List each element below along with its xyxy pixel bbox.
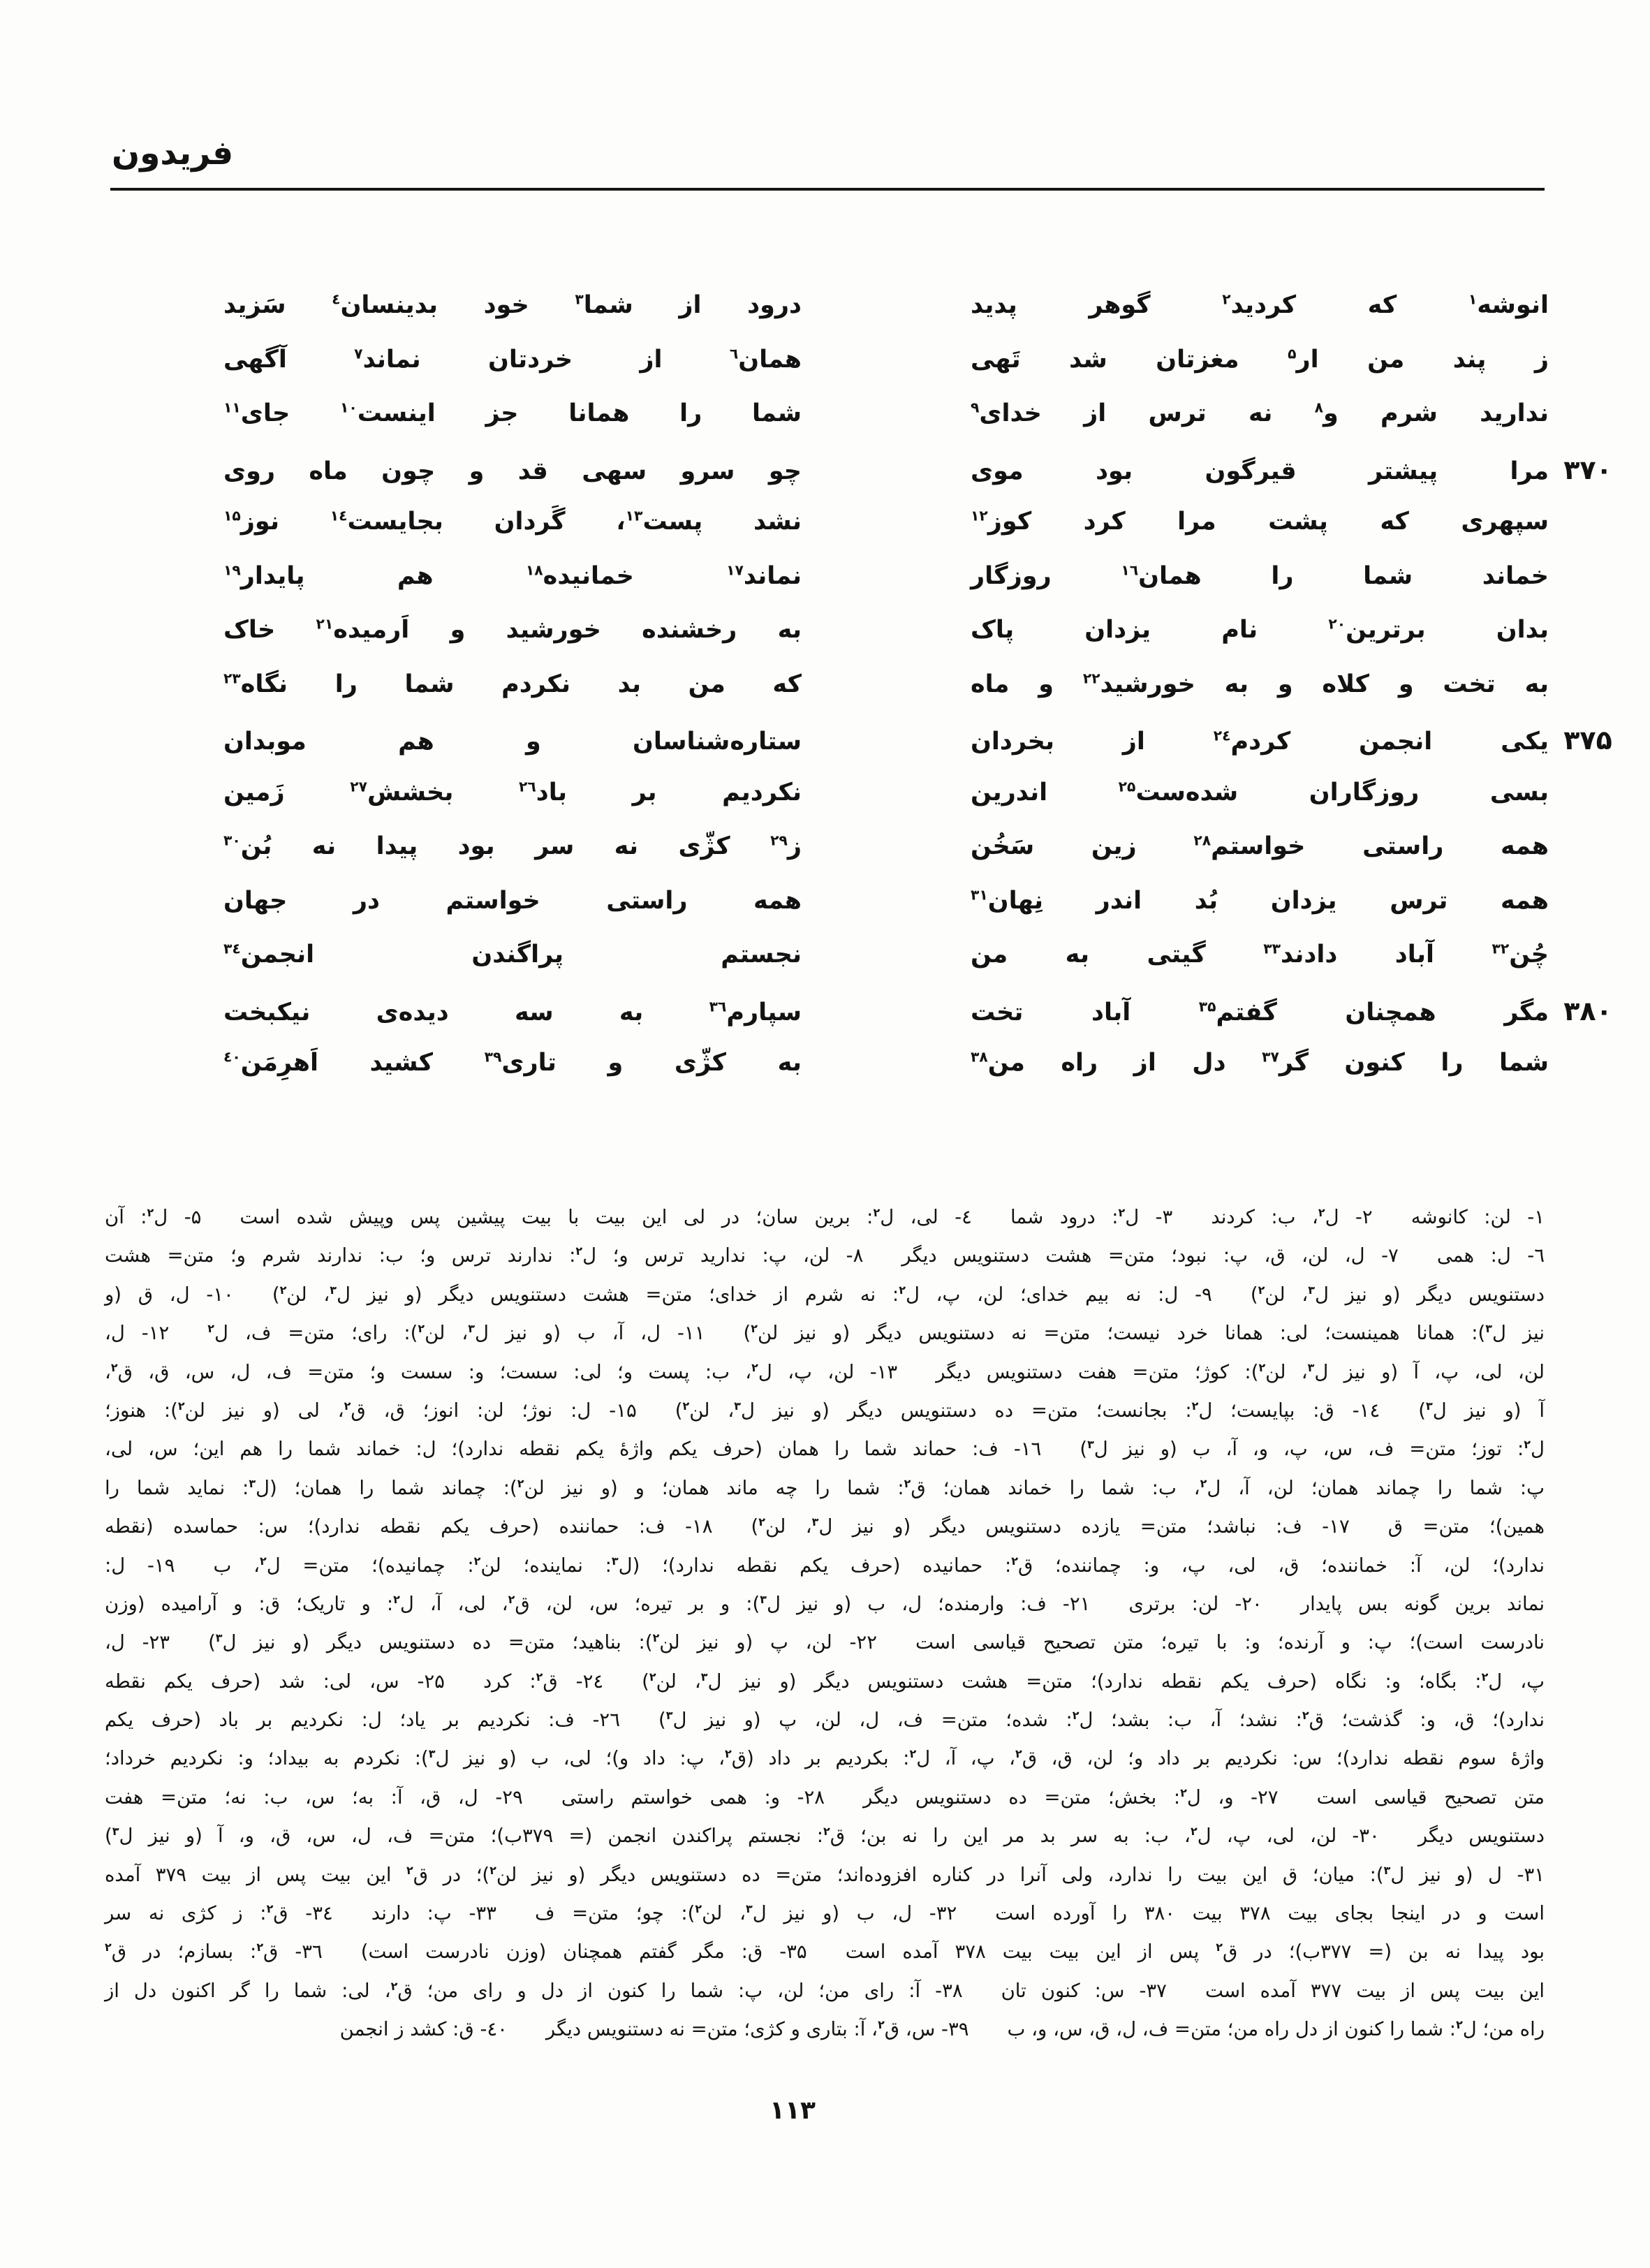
footnote-marker: ٣٠ (223, 832, 241, 849)
header-rule (110, 188, 1545, 191)
footnote-marker: ٢ (390, 1979, 398, 1993)
footnote-marker: ٢ (695, 1901, 702, 1915)
footnote-marker: ٢ (489, 1863, 496, 1877)
apparatus-line: بود پیدا نه بن (= ٣٧٧ب)؛ در ق$^٢$ پس از این بیت بیت ٣٧٨ آمده است ٣۵- ق: مگر گفتم همچنان (وزن نادرست است) ٣٦- ق$^٢$: بسازم؛ در ق$^٢$ (105, 1941, 1545, 1964)
second-hemistich: همه راستی خواستم در جهان (223, 886, 802, 915)
second-hemistich: به کژّی و تاری$^{٣٩}$ کشید اَهرِمَن$^{٤٠}$ (223, 1048, 802, 1077)
second-hemistich: به رخشنده خورشید و اَرمیده$^{٢١}$ خاک (223, 615, 802, 644)
page-number: ١١٣ (769, 2096, 816, 2125)
footnote-marker: ١٤ (330, 507, 348, 524)
footnote-marker: ٢ (878, 2018, 885, 2032)
footnote-marker: ٣٩ (484, 1048, 502, 1066)
apparatus-line: لن، لی، پ، آ (و نیز ل$^٣$، لن$^٢$): کوژ؛ متن= هفت دستنویس دیگر ١٣- لن، پ، ل$^٢$، ب: پست و؛ لی: سست؛ و: سست و؛ متن= ف، ل، س، ق، ق$^٢$، (105, 1360, 1545, 1383)
apparatus-line: ١- لن: کانوشه ٢- ل$^٢$، ب: کردند ٣- ل$^٢$: درود شما ٤- لی، ل$^٢$: برین سان؛ در لی این بیت با بیت پیشین پس وپیش شده است ۵- ل$^٢$: آن (105, 1205, 1545, 1228)
couplet-row (223, 346, 1627, 401)
footnote-marker: ٢ (823, 1825, 830, 1839)
apparatus-line: این بیت پس از بیت ٣٧٧ آمده است ٣٧- س: کنون تان ٣٨- آ: رای من؛ لن، پ: شما را کنون از دل و رای من؛ ق$^٢$، لی: شما را گر اکنون دل از (105, 1979, 1545, 2002)
footnote-marker: ٧ (354, 344, 363, 362)
second-hemistich: که من بد نکردم شما را نگاه$^{٢٣}$ (223, 669, 802, 698)
footnote-marker: ٢ (1456, 2018, 1463, 2032)
apparatus-line: واژهٔ سوم نقطه ندارد)؛ س: نکردیم بر داد و؛ لن، ق، ق$^٢$، پ، آ، ل$^٢$: بکردیم بر داد (ق$^٢$، پ: داد و)؛ لی، ب (و نیز ل$^٣$): نکردم به بیداد؛ و: نکردیم خرداد؛ (105, 1747, 1545, 1770)
footnote-marker: ١٦ (1121, 561, 1139, 578)
footnote-marker: ٣ (428, 1747, 436, 1761)
second-hemistich: ز$^{٢٩}$ کژّی نه سر بود پیدا نه بُن$^{٣٠}$ (223, 832, 802, 860)
footnote-marker: ٢ (1524, 1438, 1531, 1452)
first-hemistich: یکی انجمن کردم$^{٢٤}$ از بخردان (971, 727, 1549, 756)
second-hemistich: چو سرو سهی قد و چون ماه روی (223, 457, 802, 485)
footnote-marker: ٢ (575, 1244, 583, 1258)
footnote-marker: ٢ (1216, 1941, 1223, 1954)
footnote-marker: ٢ (418, 1322, 425, 1336)
footnote-marker: ٣ (611, 1554, 619, 1568)
footnote-marker: ٢ (652, 1631, 660, 1645)
couplet-row (223, 455, 1627, 509)
apparatus-line: ندارد)؛ ق، و: گذشت؛ ق$^٢$: نشد؛ آ، ب: بشد؛ ل$^٢$: شده؛ متن= ف، ل، لن، پ (و نیز ل$^٣$) ٢٦- ف: نکردیم بر یاد؛ ل: نکردیم بر باد (حرف یکم (105, 1708, 1545, 1732)
first-hemistich: مگر همچنان گفتم$^{٣۵}$ آباد تخت (971, 997, 1549, 1026)
first-hemistich: خماند شما را همان$^{١٦}$ روزگار (971, 561, 1549, 590)
apparatus-line: نادرست است)؛ پ: و آرنده؛ و: با تیره؛ متن تصحیح قیاسی است ٢٢- لن، پ (و نیز لن$^٢$): بناهید؛ متن= ده دستنویس دیگر (و نیز ل$^٣$) ٢٣- ل، (105, 1631, 1545, 1654)
apparatus-line: ٦- ل: همی ٧- ل، لن، ق، پ: نبود؛ متن= هشت دستنویس دیگر ٨- لن، پ: ندارید ترس و؛ ل$^٢$: ندارند ترس و؛ ب: ندارند شرم و؛ متن= هشت (105, 1244, 1545, 1267)
footnote-marker: ٢ (1191, 1399, 1199, 1413)
footnote-marker: ٢ (279, 1283, 287, 1297)
footnote-marker: ٣ (760, 1592, 767, 1606)
footnote-marker: ٢ (1180, 1785, 1187, 1799)
footnote-marker: ٢ (259, 1554, 267, 1568)
poem-block (223, 292, 1627, 1104)
footnote-marker: ١٩ (223, 561, 241, 578)
footnote-marker: ٢ (110, 1360, 118, 1374)
footnote-marker: ٢ (1222, 290, 1231, 308)
footnote-marker: ٢ (1200, 1476, 1207, 1490)
footnote-marker: ٢ (904, 1476, 911, 1490)
apparatus-line: است و در اینجا بجای بیت ٣٧٨ بیت ٣٨٠ را آورده است ٣٢- ل، ب (و نیز ل$^٣$، لن$^٢$): چو؛ متن= ف ٣٣- پ: دارند ٣٤- ق$^٢$: ز کژی نه سر (105, 1901, 1545, 1925)
first-hemistich: همه راستی خواستم$^{٢٨}$ زین سَخُن (971, 832, 1549, 860)
footnote-marker: ٢ (517, 1476, 524, 1490)
footnote-marker: ٣٦ (709, 997, 727, 1015)
apparatus-line: نماند برین گونه بس پایدار ٢٠- لن: برتری ٢١- ف: وارمنده؛ ل، ب (و نیز ل$^٣$): و بر تیره؛ س، لن، ق$^٢$، لی، آ، ل$^٢$: و تاریک؛ ق: و آرامیده (وزن (105, 1592, 1545, 1615)
first-hemistich: چُن$^{٣٢}$ آباد دادند$^{٣٣}$ گیتی به من (971, 940, 1549, 969)
footnote-marker: ١١ (223, 399, 241, 416)
second-hemistich: شما را همانا جز اینست$^{١٠}$ جای$^{١١}$ (223, 399, 802, 427)
apparatus-line: پ، ل$^٢$: بگاه؛ و: نگاه (حرف یکم نقطه ندارد)؛ متن= هشت دستنویس دیگر (و نیز ل$^٣$، لن$^٢$) ٢٤- ق$^٢$: کرد ٢۵- س، لی: شد (حرف یکم نقطه (105, 1670, 1545, 1693)
footnote-marker: ٤ (332, 290, 341, 308)
footnote-marker: ٢ (147, 1205, 154, 1219)
first-hemistich: بسی روزگاران شده‌ست$^{٢۵}$ اندرین (971, 777, 1549, 807)
footnote-marker: ٢ (751, 1322, 758, 1336)
footnote-marker: ٣١ (971, 885, 988, 903)
footnote-marker: ٢٩ (770, 832, 788, 849)
couplet-row (223, 1050, 1627, 1104)
footnote-marker: ٢ (207, 1322, 215, 1336)
footnote-marker: ٢ (649, 1670, 656, 1684)
couplet-row (223, 996, 1627, 1050)
couplet-row (223, 833, 1627, 888)
couplet-row (223, 617, 1627, 671)
footnote-marker: ٢٢ (1082, 669, 1100, 686)
footnote-marker: ٢ (1072, 1708, 1080, 1722)
footnote-marker: ٢ (266, 1901, 274, 1915)
first-hemistich: بدان برترین$^{٢٠}$ نام یزدان پاک (971, 615, 1549, 644)
apparatus-line: ٣١- ل (و نیز ل$^٣$): میان؛ ق این بیت را ندارد، ولی آنرا در کناره افزوده‌اند؛ متن= ده دستنویس دیگر (و نیز لن$^٢$)؛ در ق$^٢$ این بیت پس از بیت ٣٧٩ آمده (105, 1863, 1545, 1886)
apparatus-line: ندارد)؛ لن، آ: خماننده؛ ق، لی، پ، و: چماننده؛ ق$^٢$: حمانیده (حرف یکم نقطه ندارد)؛ (ل$^٣$: نماینده؛ لن$^٢$: چمانیده)؛ متن= ل$^٢$، ب ١٩- ل: (105, 1554, 1545, 1577)
footnote-marker: ٢ (751, 1360, 758, 1374)
footnote-marker: ١٧ (726, 561, 744, 578)
second-hemistich: درود از شما$^٣$ خود بدینسان$^٤$ سَزید (223, 290, 802, 319)
footnote-marker: ٢ (105, 1941, 112, 1954)
footnote-marker: ٢ (725, 1747, 732, 1761)
footnote-marker: ١٢ (971, 507, 988, 524)
footnote-marker: ٣ (811, 1515, 819, 1529)
second-hemistich: نکردیم بر باد$^{٢٦}$ بخشش$^{٢٧}$ زَمین (223, 777, 802, 807)
footnote-marker: ٢٨ (1193, 832, 1211, 849)
apparatus-line: آ (و نیز ل$^٣$) ١٤- ق: بپایست؛ ل$^٢$: بجانست؛ متن= ده دستنویس دیگر (و نیز ل$^٣$، لن$^٢$) ١۵- ل: نوژ؛ لن: انوز؛ ق، ق$^٢$، لی (و نیز لن$^٢$): هنوز؛ (105, 1399, 1545, 1422)
footnote-marker: ١٨ (525, 561, 543, 578)
verse-number: ٣٧٠ (1563, 454, 1612, 485)
footnotes-apparatus-block (105, 1198, 1545, 2049)
footnote-marker: ٩ (971, 399, 980, 416)
footnote-marker: ٣ (1485, 1322, 1492, 1336)
second-hemistich: سپارم$^{٣٦}$ به سه دیده‌ی نیکبخت (223, 997, 802, 1026)
footnote-marker: ٣ (1425, 1399, 1433, 1413)
footnote-marker: ۵ (1288, 344, 1297, 362)
second-hemistich: همان$^٦$ از خردتان نماند$^٧$ آگهی (223, 344, 802, 374)
footnote-marker: ٣ (1087, 1438, 1094, 1452)
footnote-marker: ٦ (729, 344, 739, 362)
couplet-row (223, 885, 1627, 942)
footnote-marker: ٢٣ (223, 669, 241, 686)
footnote-marker: ٢ (508, 1592, 515, 1606)
footnote-marker: ٣ (665, 1708, 673, 1722)
footnote-marker: ٨ (1314, 399, 1324, 416)
footnote-marker: ٣ (112, 1825, 119, 1839)
footnote-marker: ٣ (734, 1399, 741, 1413)
apparatus-line: متن تصحیح قیاسی است ٢٧- و، ل$^٢$: بخش؛ متن= ده دستنویس دیگر ٢٨- و: همی خواستم راستی ٢٩- ل، ق، آ: به؛ س، ب: نه؛ متن= هفت (105, 1785, 1545, 1809)
footnote-marker: ٣ (700, 1670, 708, 1684)
footnote-marker: ٢٦ (519, 777, 536, 795)
apparatus-line: دستنویس دیگر ٣٠- لن، لی، پ، ل$^٢$، ب: به سر بد مر این را نه بن؛ ق$^٢$: نجستم پراکندن انجمن (= ٣٧٩ب)؛ متن= ف، ل، س، ق، و، آ (و نیز ل$^٣$) (105, 1825, 1545, 1848)
footnote-marker: ٢ (536, 1670, 543, 1684)
footnote-marker: ٢ (256, 1941, 264, 1954)
first-hemistich: مرا پیشتر قیرگون بود موی (971, 457, 1549, 485)
apparatus-line: دستنویس دیگر (و نیز ل$^٣$، لن$^٢$) ٩- ل: نه بیم خدای؛ لن، پ، ل$^٢$: نه شرم از خدای؛ متن= هشت دستنویس دیگر (و نیز ل$^٣$، لن$^٢$) ١٠- ل، ق (و (105, 1283, 1545, 1306)
footnote-marker: ٢ (344, 1399, 351, 1413)
footnote-marker: ١٣ (625, 507, 643, 524)
footnote-marker: ٢١ (316, 615, 334, 633)
apparatus-line: همین)؛ متن= ق ١٧- ف: نباشد؛ متن= یازده دستنویس دیگر (و نیز ل$^٣$، لن$^٢$) ١٨- ف: حماننده (حرف یکم نقطه ندارد)؛ س: حماسده (نقطه (105, 1515, 1545, 1538)
apparatus-line: پ: شما را چماند همان؛ لن، آ، ل$^٢$، ب: شما را خماند همان؛ ق$^٢$: شما را چه ماند همان؛ و (و نیز لن$^٢$): چماند شما را همان؛ (ل$^٣$: نماید شما را (105, 1476, 1545, 1499)
couplet-row (223, 671, 1627, 726)
apparatus-line: راه من؛ ل$^٢$: شما را کنون از دل راه من؛ متن= ف، ل، ق، س، و، ب ٣٩- س، ق$^٢$، آ: بتاری و کژی؛ متن= نه دستنویس دیگر ٤٠- ق: کشد ز انجمن (339, 2018, 1545, 2041)
first-hemistich: به تخت و کلاه و به خورشید$^{٢٢}$ و ماه (971, 669, 1549, 698)
footnote-marker: ٢ (1481, 1670, 1489, 1684)
footnote-marker: ٣٤ (223, 940, 241, 957)
footnote-marker: ٢ (1118, 1205, 1126, 1219)
footnote-marker: ٢ (1190, 1825, 1198, 1839)
footnote-marker: ٣٨ (971, 1048, 988, 1066)
first-hemistich: سپهری که پشت مرا کرد کوز$^{١٢}$ (971, 507, 1549, 536)
first-hemistich: ندارید شرم و$^٨$ نه ترس از خدای$^٩$ (971, 399, 1549, 427)
footnote-marker: ٣ (745, 1901, 753, 1915)
footnote-marker: ٣ (1383, 1863, 1391, 1877)
footnote-marker: ٢ (1318, 1205, 1325, 1219)
footnote-marker: ٣ (1307, 1360, 1315, 1374)
footnote-marker: ٢ (899, 1283, 906, 1297)
first-hemistich: ز پند من ار$^۵$ مغزتان شد تَهی (971, 344, 1549, 374)
footnote-marker: ٣۵ (1198, 997, 1216, 1015)
footnote-marker: ٢٤ (1213, 727, 1231, 744)
footnote-marker: ٢ (473, 1554, 481, 1568)
couplet-row (223, 400, 1627, 455)
footnote-marker: ٣ (468, 1322, 475, 1336)
couplet-row (223, 779, 1627, 834)
footnote-marker: ٢ (177, 1399, 185, 1413)
footnote-marker: ٣٧ (1262, 1048, 1279, 1066)
footnote-marker: ٢ (758, 1515, 766, 1529)
running-head-title: فریدون (112, 134, 234, 172)
footnote-marker: ٢۵ (1118, 777, 1136, 795)
footnote-marker: ٢ (1258, 1360, 1266, 1374)
footnote-marker: ٢٠ (1328, 615, 1346, 633)
footnote-marker: ٣ (249, 1476, 256, 1490)
footnote-marker: ٣ (575, 290, 584, 308)
footnote-marker: ٢ (873, 1205, 881, 1219)
footnote-marker: ٢ (1302, 1708, 1309, 1722)
verse-number: ٣٧۵ (1563, 725, 1612, 756)
footnote-marker: ٢ (1015, 1747, 1022, 1761)
footnote-marker: ٢ (682, 1399, 690, 1413)
first-hemistich: شما را کنون گر$^{٣٧}$ دل از راه من$^{٣٨}$ (971, 1048, 1549, 1077)
couplet-row (223, 725, 1627, 779)
footnote-marker: ٢ (1011, 1554, 1018, 1568)
footnote-marker: ٢٧ (350, 777, 367, 795)
footnote-marker: ٤٠ (223, 1048, 241, 1066)
verse-number: ٣٨٠ (1563, 995, 1612, 1026)
second-hemistich: نجستم پراگندن انجمن$^{٣٤}$ (223, 940, 802, 969)
apparatus-line: نیز ل$^٣$): همانا همینست؛ لی: همانا خرد نیست؛ متن= نه دستنویس دیگر (و نیز لن$^٢$) ١١- ل، آ، ب (و نیز ل$^٣$، لن$^٢$): رای؛ متن= ف، ل$^٢$ ١٢- ل، (105, 1322, 1545, 1345)
second-hemistich: ستاره‌شناسان و هم موبدان (223, 728, 802, 756)
footnote-marker: ٣ (215, 1631, 223, 1645)
footnote-marker: ١۵ (223, 507, 241, 524)
footnote-marker: ٣ (330, 1283, 337, 1297)
couplet-row (223, 508, 1627, 563)
footnote-marker: ٣٣ (1263, 940, 1281, 957)
second-hemistich: نماند$^{١٧}$ خمانیده$^{١٨}$ هم پایدار$^{١٩}$ (223, 561, 802, 590)
first-hemistich: همه ترس یزدان بُد اندر نِهان$^{٣١}$ (971, 885, 1549, 915)
footnote-marker: ٣ (1308, 1283, 1315, 1297)
couplet-row (223, 563, 1627, 617)
couplet-row (223, 292, 1627, 346)
second-hemistich: نشد پست$^{١٣}$، گَردان بجایست$^{١٤}$ نوز$^{١۵}$ (223, 507, 802, 536)
apparatus-line: ل$^٢$: توز؛ متن= ف، س، پ، و، آ، ب (و نیز ل$^٣$) ١٦- ف: حماند شما را همان (حرف یکم واژهٔ یکم نقطه ندارد)؛ ل: خماند شما را هم این؛ س، لی، (105, 1438, 1545, 1461)
footnote-marker: ٢ (393, 1592, 400, 1606)
footnote-marker: ٢ (909, 1747, 917, 1761)
footnote-marker: ١٠ (339, 399, 358, 416)
footnote-marker: ٣٢ (1491, 940, 1510, 957)
couplet-row (223, 941, 1627, 996)
footnote-marker: ٢ (406, 1863, 413, 1877)
first-hemistich: انوشه$^١$ که کردید$^٢$ گوهر پدید (971, 290, 1549, 319)
footnote-marker: ١ (1468, 290, 1478, 308)
footnote-marker: ٢ (1258, 1283, 1265, 1297)
